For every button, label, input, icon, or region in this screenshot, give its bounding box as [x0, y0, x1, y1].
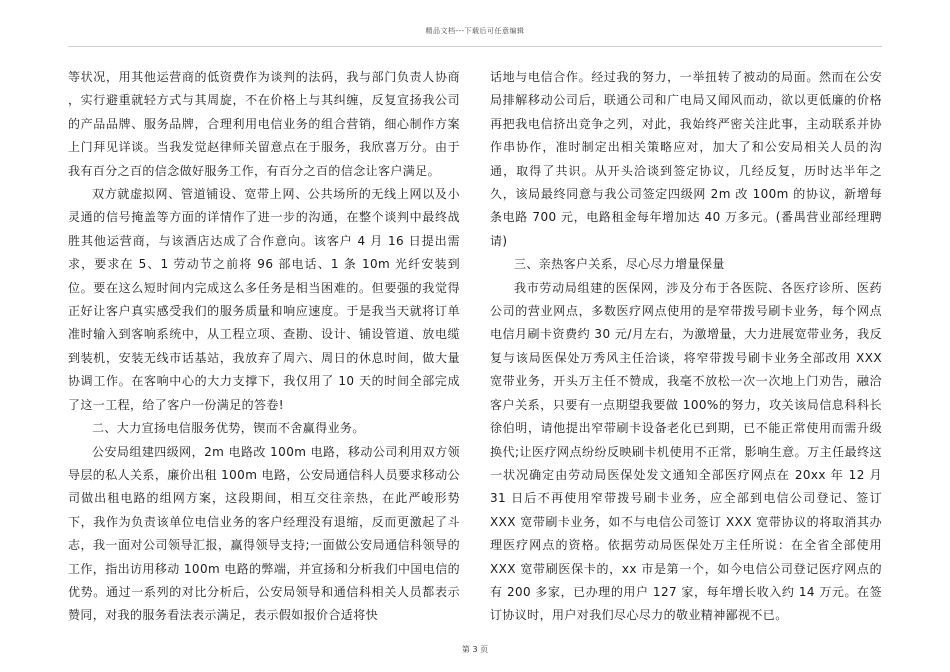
section-heading: 三、亲热客户关系，尽心尽力增量保量 [514, 257, 725, 272]
section-heading: 二、大力宣扬电信服务优势，锲而不舍赢得业务。 [92, 421, 365, 436]
paragraph: 我市劳动局组建的医保网，涉及分布于各医院、各医疗诊所、医药公司的营业网点，多数医疗网点使用的是窄带拨号刷卡业务，每个网点电信月刷卡资费约 30 元/月左右，为激增量，大力进展宽带业务，我反复与该局医保处万秀风主任洽谈，将窄带拨号刷卡业务全部改用 XXX 宽带业务，开头万主任不赞成，我毫不放松一次一次地上门劝告，融洽客户关系，只要有一点期望我要做 100%的努力，攻关该局信息科科长徐伯明，请他提出窄带刷卡设备老化已到期，已不能正常使用而需升级换代;让医疗网点纷纷反映刷卡机使用不正常，影响生意。万主任最终这一状况确定由劳动局医保处发文通知全部医疗网点在 20xx 年 12 月 31 日后不再使用窄带拨号刷卡业务，应全部到电信公司登记、签订 XXX 宽带刷卡业务，如不与电信公司签订 XXX 宽带协议的将取消其办理医疗网点的资格。依据劳动局医保处万主任所说：在全省全部使用 XXX 宽带刷医保卡的，xx 市是第一个，如今电信公司登记医疗网点的有 200 多家，已办理的用户 127 家，每年增长收入约 14 万元。在签订协议时，用户对我们尽心尽力的敬业精神鄙视不已。 [490, 280, 882, 623]
right-column [490, 66, 882, 628]
page-header: 精品文档---下载后可任意编辑 [425, 27, 525, 35]
paragraph: 话地与电信合作。经过我的努力，一举扭转了被动的局面。然而在公安局排解移动公司后，联通公司和广电局又闻风而动，欲以更低廉的价格再把我电信挤出竞争之列，对此，我始终严密关注此事，主动联系并协作串协作，准时制定出相关策略应对，加大了和公安局相关人员的沟通，取得了共识。从开头洽谈到签定协议，几经反复，历时达半年之久，该局最终同意与我公司签定四级网 2m 改 100m 的协议，新增每条电路 700 元，电路租金每年增加达 40 万多元。(番禺营业部经理聘请) [490, 70, 882, 248]
page-number: 第 3 页 [461, 645, 489, 654]
paragraph: 等状况，用其他运营商的低资费作为谈判的法码，我与部门负责人协商 ，实行避重就轻方式与其周旋，不在价格上与其纠缠，反复宣扬我公司的产品品牌、服务品牌，合理利用电信业务的组合营销，细心制作方案上门拜见详谈。当我发觉赵律师关留意点在于服务，我欣喜万分。由于我有百分之百的信念做好服务工作，有百分之百的信念让客户满足。 [68, 70, 460, 178]
left-column [68, 66, 460, 628]
paragraph: 双方就虚拟网、管道铺设、宽带上网、公共场所的无线上网以及小灵通的信号掩盖等方面的详情作了进一步的沟通，在整个谈判中最终战胜其他运营商，与该酒店达成了合作意向。该客户 4 月 16 日提出需求，要求在 5、1 劳动节之前将 96 部电话、1 条 10m 光纤安装到位。要在这么短时间内完成这么多任务是相当困难的。但要强的我觉得正好让客户真实感受我们的服务质量和响应速度。于是我当天就将订单准时输入到客响系统中，从工程立项、查勘、设计、铺设管道、放电缆到装机，安装无线市话基站，我放弃了周六、周日的休息时间，做大量协调工作。在客响中心的大力支撑下，我仅用了 10 天的时间全部完成了这一工程，给了客户一份满足的答卷! [68, 187, 460, 412]
header-divider [68, 46, 882, 47]
paragraph: 公安局组建四级网，2m 电路改 100m 电路，移动公司利用双方领导层的私人关系，廉价出租 100m 电路，公安局通信科人员要求移动公司做出租电路的组网方案，这段期间，相互交往亲热，在此严峻形势下，我作为负责该单位电信业务的客户经理没有退缩，反而更激起了斗志，我一面对公司领导汇报，赢得领导支持;一面做公安局通信科领导的工作，指出访用移动 100m 电路的弊端，并宣扬和分析我们中国电信的优势。通过一系列的对比分析后，公安局领导和通信科相关人员都表示赞同，对我的服务看法表示满足，表示假如报价合适将快 [68, 444, 460, 623]
